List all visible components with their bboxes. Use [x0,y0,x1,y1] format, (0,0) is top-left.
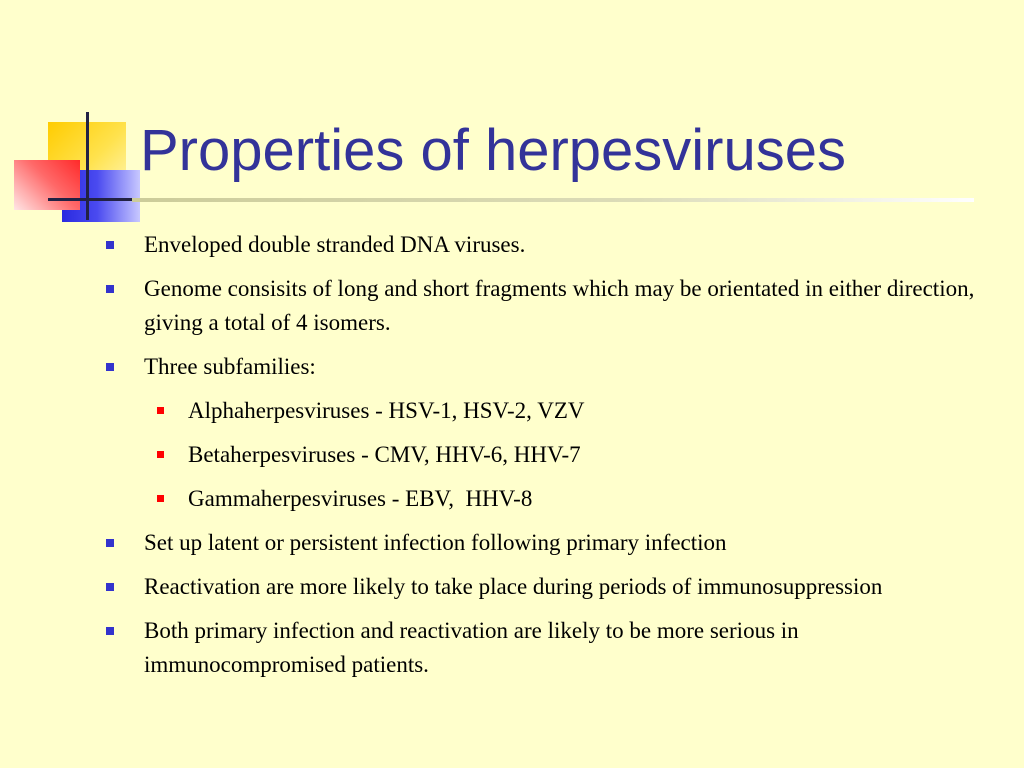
square-bullet-icon [157,407,164,414]
bullet-item [100,526,980,560]
bullet-text: Genome consisits of long and short fragments which may be orientated in either direction, giving a total of 4 isomers. [144,276,975,335]
bullet-item [100,272,980,340]
sub-bullet-item [100,394,980,428]
bullet-text: Alphaherpesviruses - HSV-1, HSV-2, VZV [188,398,585,423]
square-bullet-icon [106,241,114,249]
logo-vertical-line [86,112,89,220]
square-bullet-icon [106,539,114,547]
square-bullet-icon [106,285,114,293]
bullet-item [100,228,980,262]
square-bullet-icon [106,627,114,635]
square-bullet-icon [106,583,114,591]
bullet-text: Reactivation are more likely to take place during periods of immunosuppression [144,574,883,599]
square-bullet-icon [157,495,164,502]
red-square [14,160,80,210]
bullet-text: Gammaherpesviruses - EBV, HHV-8 [188,486,533,511]
square-bullet-icon [157,451,164,458]
slide-title: Properties of herpesviruses [140,118,846,183]
decorative-logo [0,0,150,230]
bullet-list [100,228,980,692]
bullet-item [100,570,980,604]
logo-horizontal-line [48,198,144,201]
bullet-item [100,350,980,384]
bullet-text: Both primary infection and reactivation are likely to be more serious in immunocompromised patients. [144,618,799,677]
square-bullet-icon [106,363,114,371]
sub-bullet-item [100,482,980,516]
bullet-text: Betaherpesviruses - CMV, HHV-6, HHV-7 [188,442,581,467]
title-underline [132,198,974,202]
sub-bullet-item [100,438,980,472]
bullet-text: Set up latent or persistent infection following primary infection [144,530,727,555]
bullet-text: Enveloped double stranded DNA viruses. [144,232,526,257]
bullet-text: Three subfamilies: [144,354,316,379]
bullet-item [100,614,980,682]
